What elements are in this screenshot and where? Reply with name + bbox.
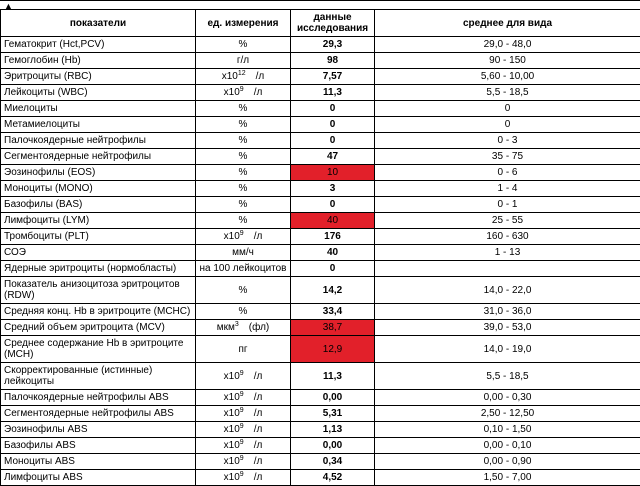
reference-range: 5,5 - 18,5 — [375, 85, 640, 101]
unit-exponent: 9 — [240, 423, 244, 430]
unit-prefix: x10 — [224, 424, 240, 435]
unit-prefix: мкм — [217, 322, 235, 333]
blood-test-table — [0, 9, 640, 486]
param-name: Гемоглобин (Hb) — [1, 53, 196, 69]
param-unit: % — [196, 101, 291, 117]
table-row — [1, 165, 640, 181]
table-row — [1, 470, 640, 486]
param-unit — [196, 85, 291, 101]
table-row — [1, 213, 640, 229]
table-row — [1, 320, 640, 336]
result-value: 1,13 — [291, 422, 375, 438]
result-value: 0 — [291, 197, 375, 213]
unit-exponent: 9 — [240, 230, 244, 237]
reference-range: 5,60 - 10,00 — [375, 69, 640, 85]
result-value: 5,31 — [291, 406, 375, 422]
param-unit — [196, 422, 291, 438]
table-row — [1, 406, 640, 422]
result-value: 7,57 — [291, 69, 375, 85]
table-body — [1, 37, 640, 486]
param-unit: % — [196, 165, 291, 181]
param-unit: г/л — [196, 53, 291, 69]
reference-range: 1 - 4 — [375, 181, 640, 197]
header-reference: среднее для вида — [375, 10, 640, 37]
result-value-abnormal: 12,9 — [291, 336, 375, 363]
reference-range: 39,0 - 53,0 — [375, 320, 640, 336]
result-value: 11,3 — [291, 85, 375, 101]
param-unit: % — [196, 37, 291, 53]
unit-exponent: 3 — [235, 321, 239, 328]
table-row — [1, 197, 640, 213]
reference-range: 0 - 3 — [375, 133, 640, 149]
param-name: Сегментоядерные нейтрофилы ABS — [1, 406, 196, 422]
reference-range: 0 - 6 — [375, 165, 640, 181]
unit-suffix: /л — [254, 456, 263, 467]
reference-range: 25 - 55 — [375, 213, 640, 229]
table-row — [1, 261, 640, 277]
table-row — [1, 69, 640, 85]
unit-suffix: /л — [254, 408, 263, 419]
table-row — [1, 390, 640, 406]
reference-range: 1 - 13 — [375, 245, 640, 261]
param-name: Показатель анизоцитоза эритроцитов (RDW) — [1, 277, 196, 304]
result-value-abnormal: 40 — [291, 213, 375, 229]
header-value: данные исследования — [291, 10, 375, 37]
reference-range: 1,50 - 7,00 — [375, 470, 640, 486]
param-unit: % — [196, 149, 291, 165]
table-row — [1, 117, 640, 133]
unit-suffix: /л — [254, 87, 263, 98]
reference-range: 0,10 - 1,50 — [375, 422, 640, 438]
result-value-abnormal: 38,7 — [291, 320, 375, 336]
unit-suffix: /л — [256, 71, 265, 82]
reference-range: 0,00 - 0,90 — [375, 454, 640, 470]
param-name: Средний объем эритроцита (MCV) — [1, 320, 196, 336]
reference-range — [375, 261, 640, 277]
unit-prefix: x10 — [222, 71, 238, 82]
result-value: 0,00 — [291, 390, 375, 406]
reference-range: 0,00 - 0,10 — [375, 438, 640, 454]
result-value: 0 — [291, 133, 375, 149]
unit-exponent: 9 — [240, 86, 244, 93]
param-name: Лимфоциты ABS — [1, 470, 196, 486]
result-value: 98 — [291, 53, 375, 69]
table-row — [1, 101, 640, 117]
result-value-abnormal: 10 — [291, 165, 375, 181]
table-row — [1, 277, 640, 304]
reference-range: 31,0 - 36,0 — [375, 304, 640, 320]
unit-suffix: /л — [254, 472, 263, 483]
table-row — [1, 438, 640, 454]
reference-range: 0 — [375, 117, 640, 133]
table-row — [1, 245, 640, 261]
param-unit — [196, 69, 291, 85]
result-value: 0 — [291, 261, 375, 277]
param-name: Тромбоциты (PLT) — [1, 229, 196, 245]
param-unit — [196, 470, 291, 486]
table-row — [1, 181, 640, 197]
result-value: 29,3 — [291, 37, 375, 53]
table-row — [1, 363, 640, 390]
table-row — [1, 454, 640, 470]
table-row — [1, 85, 640, 101]
unit-prefix: x10 — [224, 231, 240, 242]
param-unit: мм/ч — [196, 245, 291, 261]
table-row — [1, 37, 640, 53]
unit-prefix: x10 — [224, 472, 240, 483]
param-name: Ядерные эритроциты (нормобласты) — [1, 261, 196, 277]
param-name: Эритроциты (RBC) — [1, 69, 196, 85]
unit-exponent: 9 — [240, 455, 244, 462]
reference-range: 14,0 - 19,0 — [375, 336, 640, 363]
table-row — [1, 133, 640, 149]
reference-range: 29,0 - 48,0 — [375, 37, 640, 53]
top-divider — [0, 0, 640, 5]
param-unit — [196, 363, 291, 390]
unit-exponent: 9 — [240, 391, 244, 398]
reference-range: 160 - 630 — [375, 229, 640, 245]
param-name: Базофилы (BAS) — [1, 197, 196, 213]
param-name: Метамиелоциты — [1, 117, 196, 133]
unit-suffix: /л — [254, 371, 263, 382]
result-value: 176 — [291, 229, 375, 245]
param-name: Эозинофилы (EOS) — [1, 165, 196, 181]
unit-exponent: 9 — [240, 407, 244, 414]
table-row — [1, 422, 640, 438]
param-name: Лимфоциты (LYM) — [1, 213, 196, 229]
param-name: Сегментоядерные нейтрофилы — [1, 149, 196, 165]
result-value: 4,52 — [291, 470, 375, 486]
reference-range: 90 - 150 — [375, 53, 640, 69]
param-unit — [196, 454, 291, 470]
param-name: Лейкоциты (WBC) — [1, 85, 196, 101]
param-unit: % — [196, 117, 291, 133]
unit-exponent: 9 — [240, 370, 244, 377]
unit-exponent: 12 — [238, 70, 246, 77]
reference-range: 0,00 - 0,30 — [375, 390, 640, 406]
result-value: 33,4 — [291, 304, 375, 320]
param-name: Палочкоядерные нейтрофилы ABS — [1, 390, 196, 406]
table-row — [1, 53, 640, 69]
param-name: Средняя конц. Hb в эритроците (MCHC) — [1, 304, 196, 320]
header-params: показатели — [1, 10, 196, 37]
param-unit: % — [196, 213, 291, 229]
unit-suffix: /л — [254, 424, 263, 435]
result-value: 40 — [291, 245, 375, 261]
param-unit — [196, 390, 291, 406]
unit-exponent: 9 — [240, 439, 244, 446]
param-name: Среднее содержание Hb в эритроците (MCH) — [1, 336, 196, 363]
result-value: 0,34 — [291, 454, 375, 470]
result-value: 0 — [291, 117, 375, 133]
param-unit — [196, 320, 291, 336]
table-row — [1, 304, 640, 320]
unit-prefix: x10 — [224, 371, 240, 382]
unit-exponent: 9 — [240, 471, 244, 478]
param-unit: % — [196, 304, 291, 320]
param-name: Моноциты ABS — [1, 454, 196, 470]
param-name: Скорректированные (истинные) лейкоциты — [1, 363, 196, 390]
result-value: 0 — [291, 101, 375, 117]
unit-prefix: x10 — [224, 408, 240, 419]
unit-suffix: /л — [254, 440, 263, 451]
table-row — [1, 336, 640, 363]
result-value: 14,2 — [291, 277, 375, 304]
param-name: Базофилы ABS — [1, 438, 196, 454]
table-header-row — [1, 10, 640, 37]
result-value: 3 — [291, 181, 375, 197]
param-name: Палочкоядерные нейтрофилы — [1, 133, 196, 149]
reference-range: 2,50 - 12,50 — [375, 406, 640, 422]
unit-prefix: x10 — [224, 392, 240, 403]
param-unit: % — [196, 277, 291, 304]
param-unit: % — [196, 133, 291, 149]
param-name: Миелоциты — [1, 101, 196, 117]
reference-range: 0 - 1 — [375, 197, 640, 213]
param-name: Моноциты (MONO) — [1, 181, 196, 197]
param-unit: пг — [196, 336, 291, 363]
unit-prefix: x10 — [224, 440, 240, 451]
unit-suffix: (фл) — [249, 322, 270, 333]
reference-range: 0 — [375, 101, 640, 117]
param-unit — [196, 229, 291, 245]
header-unit: ед. измерения — [196, 10, 291, 37]
param-name: Эозинофилы ABS — [1, 422, 196, 438]
param-name: СОЭ — [1, 245, 196, 261]
table-row — [1, 229, 640, 245]
param-unit — [196, 438, 291, 454]
param-unit: % — [196, 181, 291, 197]
sort-arrow-icon: ▲ — [4, 2, 13, 11]
param-unit — [196, 406, 291, 422]
reference-range: 35 - 75 — [375, 149, 640, 165]
result-value: 11,3 — [291, 363, 375, 390]
reference-range: 5,5 - 18,5 — [375, 363, 640, 390]
param-unit: % — [196, 197, 291, 213]
table-row — [1, 149, 640, 165]
param-name: Гематокрит (Hct,PCV) — [1, 37, 196, 53]
unit-prefix: x10 — [224, 456, 240, 467]
result-value: 0,00 — [291, 438, 375, 454]
unit-prefix: x10 — [224, 87, 240, 98]
unit-suffix: /л — [254, 392, 263, 403]
param-unit: на 100 лейкоцитов — [196, 261, 291, 277]
reference-range: 14,0 - 22,0 — [375, 277, 640, 304]
result-value: 47 — [291, 149, 375, 165]
unit-suffix: /л — [254, 231, 263, 242]
